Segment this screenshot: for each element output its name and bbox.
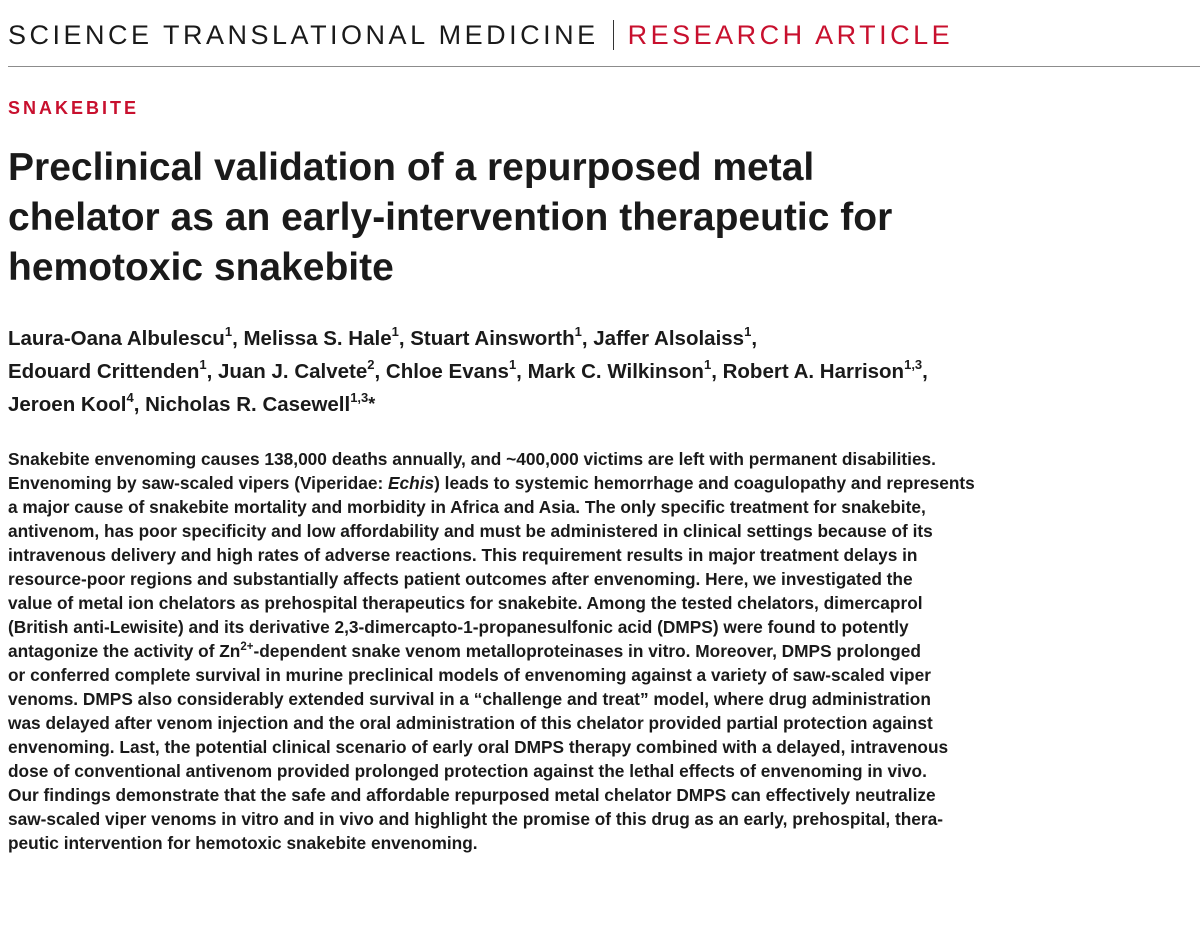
author-affiliation: 1 <box>508 357 517 372</box>
abstract-text: antivenom, has poor specificity and low affordability and must be administered in clinical settings because of its <box>8 521 933 541</box>
title-line: chelator as an early-intervention therapeutic for <box>8 196 893 239</box>
abstract-text: Snakebite envenoming causes 138,000 deaths annually, and ~400,000 victims are left with permanent disabilities. <box>8 449 936 469</box>
abstract-text: value of metal ion chelators as prehospital therapeutics for snakebite. Among the tested chelators, dimercaprol <box>8 593 923 613</box>
author-name: Jaffer Alsolaiss <box>593 327 745 350</box>
author-separator: , <box>232 327 244 350</box>
author-separator: , <box>374 360 386 383</box>
author-name: Jeroen Kool <box>8 393 127 416</box>
author-separator: , <box>398 327 411 350</box>
abstract-text: dose of conventional antivenom provided prolonged protection against the lethal effects of envenoming in vivo. <box>8 761 927 781</box>
author-line <box>8 355 1196 388</box>
author-name: Robert A. Harrison <box>722 360 905 383</box>
abstract-text: was delayed after venom injection and the oral administration of this chelator provided partial protection against <box>8 713 933 733</box>
author-name: Juan J. Calvete <box>217 360 368 383</box>
author-list <box>8 322 1196 421</box>
author-separator: , <box>922 360 928 383</box>
abstract-text: Our findings demonstrate that the safe and affordable repurposed metal chelator DMPS can effectively neutralize <box>8 785 936 805</box>
abstract-text: ) leads to systemic hemorrhage and coagulopathy and represents <box>434 473 975 493</box>
title-line: Preclinical validation of a repurposed metal <box>8 146 815 189</box>
abstract-line <box>8 783 1198 807</box>
journal-name: SCIENCE TRANSLATIONAL MEDICINE <box>8 19 599 50</box>
abstract-text: a major cause of snakebite mortality and morbidity in Africa and Asia. The only specific treatment for snakebite, <box>8 497 926 517</box>
author-affiliation: 1 <box>744 324 752 339</box>
author-separator: , <box>581 327 594 350</box>
abstract-line <box>8 663 1198 687</box>
abstract-line <box>8 759 1198 783</box>
abstract-text: envenoming. Last, the potential clinical scenario of early oral DMPS therapy combined with a delayed, intravenous <box>8 737 949 757</box>
title-line: hemotoxic snakebite <box>8 246 394 289</box>
abstract-text: (British anti-Lewisite) and its derivative 2,3-dimercapto-1-propanesulfonic acid (DMPS) were found to potently <box>8 617 909 637</box>
abstract-line <box>8 591 1198 615</box>
author-separator: , <box>133 393 146 416</box>
article-type-label: RESEARCH ARTICLE <box>627 19 954 50</box>
author-name: Laura-Oana Albulescu <box>8 327 225 350</box>
author-affiliation: 2 <box>367 357 375 372</box>
author-affiliation: 1,3 <box>904 357 923 372</box>
abstract-superscript: 2+ <box>240 641 254 653</box>
author-affiliation: 1 <box>391 324 399 339</box>
abstract-text: peutic intervention for hemotoxic snakebite envenoming. <box>8 833 478 853</box>
abstract-text: -dependent snake venom metalloproteinases in vitro. Moreover, DMPS prolonged <box>253 641 921 661</box>
abstract-text: intravenous delivery and high rates of adverse reactions. This requirement results in major treatment delays in <box>8 545 918 565</box>
abstract-text: Envenoming by saw-scaled vipers (Viperidae: <box>8 473 389 493</box>
corresponding-author-mark: * <box>368 394 376 414</box>
author-name: Nicholas R. Casewell <box>145 393 351 416</box>
section-label: SNAKEBITE <box>8 98 140 118</box>
article-title <box>8 143 1188 293</box>
abstract-text: saw-scaled viper venoms in vitro and in vivo and highlight the promise of this drug as an early, prehospital, thera- <box>8 809 943 829</box>
author-affiliation: 1 <box>199 357 207 372</box>
abstract-line <box>8 543 1198 567</box>
author-name: Edouard Crittenden <box>8 360 200 383</box>
abstract-text: or conferred complete survival in murine preclinical models of envenoming against a variety of saw-scaled viper <box>8 665 931 685</box>
author-line <box>8 388 1196 421</box>
abstract-line <box>8 567 1198 591</box>
author-name: Mark C. Wilkinson <box>527 360 704 383</box>
abstract-line <box>8 471 1198 495</box>
author-affiliation: 1 <box>574 324 582 339</box>
author-name: Chloe Evans <box>385 360 509 383</box>
author-affiliation: 1 <box>224 324 233 339</box>
abstract-line <box>8 711 1198 735</box>
author-separator: , <box>206 360 218 383</box>
abstract <box>8 447 1198 855</box>
abstract-line <box>8 447 1198 471</box>
header-rule <box>8 66 1200 67</box>
masthead-divider <box>613 20 614 50</box>
abstract-text: resource-poor regions and substantially affects patient outcomes after envenoming. Here, we investigated the <box>8 569 913 589</box>
masthead <box>8 16 953 54</box>
abstract-line <box>8 831 1198 855</box>
author-separator: , <box>516 360 528 383</box>
abstract-line <box>8 639 1198 663</box>
author-name: Melissa S. Hale <box>243 327 392 350</box>
author-separator: , <box>711 360 723 383</box>
abstract-line <box>8 735 1198 759</box>
author-affiliation: 1 <box>703 357 712 372</box>
abstract-line <box>8 519 1198 543</box>
abstract-line <box>8 687 1198 711</box>
abstract-italic-text: Echis <box>388 473 435 493</box>
author-name: Stuart Ainsworth <box>410 327 575 350</box>
author-separator: , <box>751 327 758 350</box>
abstract-line <box>8 615 1198 639</box>
article-page <box>8 0 1196 939</box>
abstract-text: venoms. DMPS also considerably extended survival in a “challenge and treat” model, where drug administration <box>8 689 931 709</box>
author-affiliation: 1,3 <box>350 390 369 405</box>
abstract-line <box>8 807 1198 831</box>
author-line <box>8 322 1196 355</box>
author-affiliation: 4 <box>126 390 134 405</box>
abstract-text: antagonize the activity of Zn <box>8 641 241 661</box>
abstract-line <box>8 495 1198 519</box>
